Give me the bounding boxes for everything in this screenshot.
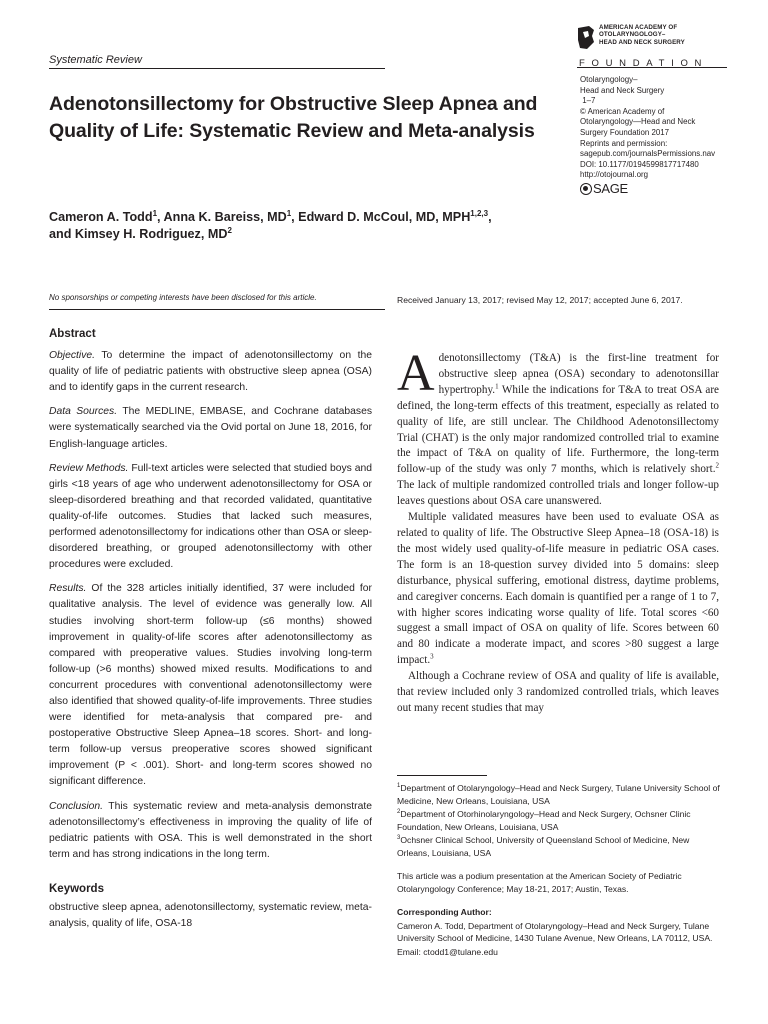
body-text-run: denotonsillectomy (T&A) is the first-line treatment for obstructive sleep apnea (OSA) secondary to adenotonsillar hypertrophy. [438, 352, 719, 396]
sage-logo [580, 182, 740, 196]
citation-ref: 1 [495, 382, 499, 391]
abstract-conclusion [49, 799, 372, 863]
author-affiliation: 1 [152, 208, 158, 218]
abstract-heading: Abstract [49, 328, 96, 340]
author-affiliation: 1,2,3 [470, 208, 489, 218]
body-text [397, 345, 719, 717]
body-paragraph: Although a Cochrane review of OSA and quality of life is available, that review included only 3 randomized controlled trials, which leaves out many recent studies that may [397, 670, 719, 714]
abstract [49, 326, 372, 940]
abstract-review-methods [49, 461, 372, 574]
affiliation-number: 2 [397, 809, 401, 816]
abstract-text: This systematic review and meta-analysis demonstrate adenotonsillectomy’s effectiveness in improving the quality of life of pediatric patients with OSA. This is well demonstrated in the short term and has strong indications in the long term. [49, 800, 372, 860]
article-title: Adenotonsillectomy for Obstructive Sleep Apnea and Quality of Life: Systematic Review and Meta-analysis [49, 93, 538, 142]
affiliation-text: Department of Otolaryngology–Head and Neck Surgery, Tulane University School of Medicine, New Orleans, Louisiana, USA [397, 783, 720, 806]
disclosure-divider [49, 309, 385, 310]
affiliation-text: Department of Otorhinolaryngology–Head and Neck Surgery, Ochsner Clinic Foundation, New Orleans, Louisiana, USA [397, 809, 691, 832]
abstract-label: Results. [49, 583, 87, 595]
author-name: Cameron A. Todd [49, 210, 153, 224]
logo-line-3: HEAD AND NECK SURGERY [599, 38, 685, 46]
affiliation-number: 3 [397, 835, 401, 842]
journal-info-line: 1–7 [580, 96, 596, 106]
journal-info-line: Surgery Foundation 2017 [580, 127, 670, 137]
author-name: Edward D. McCoul, MD, MPH [298, 210, 471, 224]
sage-wordmark: SAGE [593, 180, 628, 196]
abstract-label: Review Methods. [49, 462, 129, 474]
logo-divider [577, 67, 727, 68]
abstract-label: Objective. [49, 350, 95, 362]
body-paragraph [397, 510, 719, 669]
publisher-logo [577, 22, 727, 70]
footnote-divider [397, 775, 487, 776]
disclosure-statement: No sponsorships or competing interests have been disclosed for this article. [49, 293, 317, 302]
logo-line-1: AMERICAN ACADEMY OF [599, 24, 678, 31]
abstract-label: Data Sources. [49, 406, 118, 418]
journal-info-line: sagepub.com/journalsPermissions.nav [580, 149, 716, 159]
author-separator: , [291, 210, 299, 224]
body-text-run: Multiple validated measures have been used to evaluate OSA as related to quality of life. The Obstructive Sleep Apnea–18 (OSA-18) is the most widely used quality-of-life measure in pediatric OSA cases. The form is an 18-question survey divided into 5 domains: sleep disturbance, physical suffering, emotional distress, daytime problems, and caregiver concerns. Each domain is quantified per a range of 1 to 7, with higher scores indicating worse quality of life. Total scores <60 suggest a small impact of OSA on quality of life. Scores between 60 and 80 indicate a moderate impact, and scores >80 suggest a large impact. [397, 511, 719, 667]
keywords-section [49, 881, 372, 932]
affiliation-text: Ochsner Clinical School, University of Queensland School of Medicine, New Orleans, Louisiana, USA [397, 835, 690, 858]
abstract-text: To determine the impact of adenotonsillectomy on the quality of life of pediatric patients with obstructive sleep apnea (OSA) and to identify gaps in the current research. [49, 350, 372, 394]
foundation-emblem-icon [577, 26, 595, 50]
abstract-data-sources [49, 404, 372, 452]
body-paragraph [397, 345, 719, 510]
journal-info [580, 75, 740, 196]
journal-info-line: Otolaryngology– [580, 75, 638, 84]
journal-info-line: Reprints and permission: [580, 138, 668, 148]
author-affiliation: 1 [286, 208, 292, 218]
footnotes [397, 782, 722, 959]
abstract-text: The MEDLINE, EMBASE, and Cochrane databases were systematically searched via the Ovid portal on June 18, 2016, for English-language articles. [49, 406, 373, 450]
affiliation-footnote [397, 808, 722, 833]
journal-info-line: http://otojournal.org [580, 170, 648, 180]
journal-info-line: DOI: 10.1177/0194599817717480 [580, 159, 699, 169]
author-affiliation: 2 [227, 225, 232, 235]
author-list [49, 209, 619, 243]
abstract-text: Of the 328 articles initially identified, 37 were included for qualitative analysis. The level of evidence was generally low. All studies involving short-term follow-up (≤6 months) showed improvement in quality-of-life scores after adenotonsillectomy as compared with preoperative values. Studies involving long-term follow-up (>6 months) showed mixed results. Modifications to and concurrent procedures with conventional adenotonsillectomy were also identified that showed quality-of-life improvements. Three studies were identified for meta-analysis that compared pre- and postoperative Obstructive Sleep Apnea–18 scores. Short- and long-term follow-up versus preoperative scores showed significant improvement (P < .001). Short- and long-term scores showed no significant difference. [49, 583, 372, 788]
author-separator: , [488, 210, 492, 224]
section-label: Systematic Review [49, 54, 142, 66]
journal-info-line: Otolaryngology—Head and Neck [580, 117, 696, 127]
citation-ref: 3 [430, 652, 434, 661]
drop-cap: A [397, 345, 435, 402]
abstract-results [49, 581, 372, 790]
header-divider [49, 68, 385, 69]
keywords-heading: Keywords [49, 882, 104, 895]
corresponding-author-address: Cameron A. Todd, Department of Otolaryngology–Head and Neck Surgery, Tulane University School of Medicine, 1430 Tulane Avenue, New Orleans, LA 70112, USA. [397, 920, 713, 943]
affiliation-number: 1 [397, 783, 401, 790]
author-separator: , [157, 210, 164, 224]
journal-info-line: © American Academy of [580, 106, 665, 116]
journal-info-line: Head and Neck Surgery [580, 85, 665, 95]
presentation-note: This article was a podium presentation at the American Society of Pediatric Otolaryngology Conference; May 18-21, 2017; Austin, Texas. [397, 871, 682, 894]
logo-line-2: OTOLARYNGOLOGY– [599, 31, 666, 39]
author-name: and Kimsey H. Rodriguez, MD [49, 227, 228, 241]
abstract-text: Full-text articles were selected that studied boys and girls <18 years of age who underwent adenotonsillectomy for OSA or sleep-disordered breathing and that recorded validated, quantitative quality-of-life outcomes. Studies that lacked such measures, performed adenotonsillectomy for indications other than OSA or sleep-disordered breathing, or grouped adenotonsillectomy with other procedures were excluded. [49, 462, 373, 571]
keywords-list: obstructive sleep apnea, adenotonsillectomy, systematic review, meta-analysis, quality of life, OSA-18 [49, 902, 372, 930]
corresponding-author-heading: Corresponding Author: [397, 907, 492, 917]
body-text-run: While the indications for T&A to treat OSA are defined, the long-term effects of this treatment, especially as related to quality of life, are still unclear. The Childhood Adenotonsillectomy Trial (CHAT) is the only major randomized controlled trial to examine the impact of T&A on quality of life. Furthermore, the long-term follow-up of the study was only 7 months, which is relatively short. [397, 383, 719, 476]
affiliation-footnote [397, 834, 722, 859]
abstract-label: Conclusion. [49, 800, 104, 812]
affiliation-footnote [397, 782, 722, 807]
citation-ref: 2 [715, 461, 719, 470]
logo-foundation: FOUNDATION [579, 58, 709, 69]
author-name: Anna K. Bareiss, MD [163, 210, 287, 224]
sage-mark-icon [580, 183, 592, 195]
abstract-objective [49, 348, 372, 396]
received-dates: Received January 13, 2017; revised May 12, 2017; accepted June 6, 2017. [397, 295, 683, 305]
corresponding-author-email[interactable]: Email: ctodd1@tulane.edu [397, 946, 498, 957]
body-text-run: The lack of multiple randomized controlled trials and longer follow-up leaves questions about OSA care unanswered. [397, 479, 719, 508]
